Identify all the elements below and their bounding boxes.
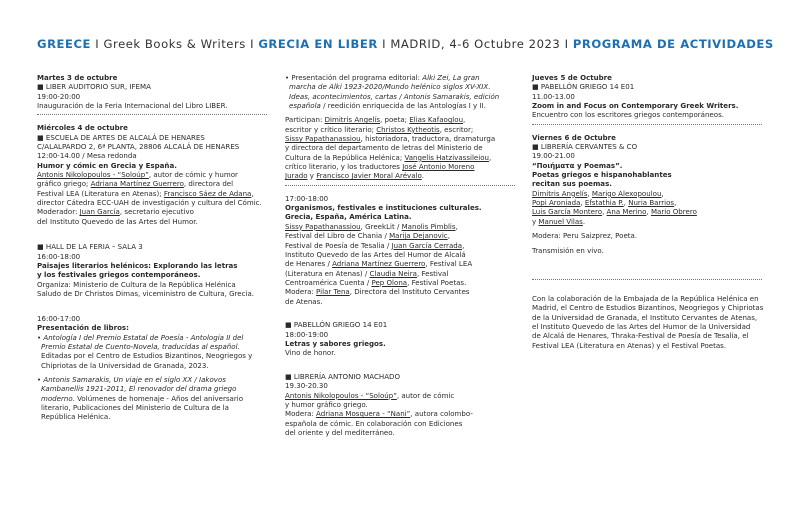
book-line: literario, Publicaciones del Ministerio de Cultura de la <box>41 402 229 412</box>
person-link[interactable]: Marigo Alexopoulou <box>591 188 662 198</box>
event-line <box>285 162 517 171</box>
time: 19:00-20:00 <box>37 91 81 101</box>
dotted-divider <box>532 279 762 280</box>
time: 16:00-18:00 <box>37 251 81 261</box>
column-middle <box>285 73 517 437</box>
event-line: Encuentro con los escritores griegos contemporáneos. <box>532 110 724 120</box>
day-title-tuesday: Martes 3 de octubre <box>37 73 118 82</box>
event-topic: “Ποιήματα y Poemas”. <box>532 160 623 170</box>
event-line: de Atenas. <box>285 296 323 306</box>
person-link[interactable]: Pep Olona <box>371 277 408 287</box>
person-link[interactable]: Popi Aroniada <box>532 198 581 208</box>
venue-address: C/ALALPARDO 2, 6ª PLANTA, 28806 ALCALÁ DE HENARES <box>37 142 240 152</box>
text: , poeta; <box>380 115 410 125</box>
text: , autora colombo- <box>410 409 473 419</box>
text: • Presentación del programa editorial: <box>285 73 423 82</box>
event-line <box>285 125 517 134</box>
event-line <box>285 134 517 143</box>
event-line <box>532 217 764 226</box>
text: Festival del Libro de Chania / <box>285 231 390 241</box>
header-grecia-en-liber: GRECIA EN LIBER <box>258 37 378 51</box>
text: . <box>421 171 424 181</box>
collab-line: Festival LEA (Literatura en Atenas) y el Festival Poetas. <box>532 340 727 350</box>
person-link[interactable]: Claudia Neira <box>369 268 417 278</box>
text: , <box>463 115 466 125</box>
event-line <box>532 198 764 207</box>
time: 19.30-20.30 <box>285 381 328 391</box>
venue: ■ LIBRERÍA CERVANTES & CO <box>532 142 638 152</box>
person-link[interactable]: Vangelis Hatzivassileiou <box>404 152 489 162</box>
event-line <box>285 73 517 82</box>
event-topic: Letras y sabores griegos. <box>285 338 386 348</box>
event-line: del Instituto Quevedo de las Artes del Humor. <box>37 216 198 226</box>
text: , <box>623 198 629 208</box>
event-line: Organiza: Ministerio de Cultura de la República Helénica <box>37 279 236 289</box>
event-line: y humor gráfico griego. <box>285 399 368 409</box>
event-line: del oriente y del mediterráneo. <box>285 427 395 437</box>
text: , escritor; <box>439 124 474 134</box>
event-line <box>285 409 517 418</box>
text: moderno <box>41 393 73 403</box>
book-line: República Helénica. <box>41 412 111 422</box>
header-madrid-dates: MADRID, 4-6 Octubre 2023 <box>390 37 561 51</box>
event-line <box>37 189 279 198</box>
text: , Directora del Instituto Cervantes <box>349 287 470 297</box>
person-link[interactable]: Ana Merino <box>606 207 647 217</box>
text: , Festival LEA <box>425 259 473 269</box>
text: , <box>455 221 458 231</box>
column-left <box>37 73 279 422</box>
event-line: española de cómic. En colaboración con Ediciones <box>285 418 463 428</box>
person-link[interactable]: Pilar Tena <box>316 287 350 297</box>
person-link[interactable]: Sissy Papathanassiou <box>285 221 361 231</box>
person-link[interactable]: Efstathia P. <box>584 198 624 208</box>
text: , <box>489 152 492 162</box>
page-header <box>37 37 774 51</box>
person-link[interactable]: Christos Kytheotis <box>376 124 440 134</box>
text: Modera: <box>285 409 317 419</box>
collab-line: Madrid, el Centro de Estudios Bizantinos, Neogriegos y Chipriotas <box>532 303 764 313</box>
person-link[interactable]: Luis García Montero <box>532 207 603 217</box>
time: 18:00-19:00 <box>285 329 329 339</box>
text: / reedición enriquecida de las Antologías I y II. <box>320 101 486 111</box>
event-line: y directora del departamento de letras del Ministerio de <box>285 143 483 153</box>
event-line <box>285 115 517 124</box>
time: 17:00-18:00 <box>285 193 329 203</box>
event-topic: y los festivales griegos contemporáneos. <box>37 270 201 280</box>
text: crítico literario, y los traductores <box>285 162 403 172</box>
event-line: marcha de Alki 1923-2020/Mundo helénico siglos XV-XIX. <box>289 82 491 92</box>
event-line <box>285 269 517 278</box>
event-line <box>532 189 764 198</box>
text: gráfico griego; <box>37 179 91 189</box>
person-link[interactable]: Dimitris Angelís <box>324 115 380 125</box>
text: , <box>602 207 607 217</box>
text: española <box>289 101 321 111</box>
text: y <box>532 216 539 226</box>
collab-line: de Alcalá de Henares, Thraka-Festival de Poesía de Tesalia, el <box>532 331 749 341</box>
header-sep: I <box>377 37 391 51</box>
text: , autor de cómic y humor <box>148 170 238 180</box>
text: escritor y crítico literario; <box>285 124 377 134</box>
person-link[interactable]: Elias Kafaoglou <box>409 115 464 125</box>
text: de Henares / <box>285 259 333 269</box>
text: , historiadora, traductora, dramaturga <box>360 134 496 144</box>
collab-line: Con la colaboración de la Embajada de la República Helénica en <box>532 293 759 303</box>
collab-line: el Instituto Quevedo de las Artes del Humor de la Universidad <box>532 321 751 331</box>
text: Modera: <box>285 287 317 297</box>
book-line: • Antonis Samarakis, Un viaje en el siglo XX / Iakovos <box>37 374 226 384</box>
event-line <box>285 153 517 162</box>
person-link[interactable]: Francisco Javier Moral Arévalo <box>316 171 422 181</box>
event-line <box>532 207 764 216</box>
live-note: Transmisión en vivo. <box>532 245 604 255</box>
event-line <box>285 278 517 287</box>
text: , <box>462 240 465 250</box>
event-topic: Poetas griegos e hispanohablantes <box>532 170 672 180</box>
person-link[interactable]: Antonis Nikolopoulos - “Soloúp” <box>37 170 149 180</box>
event-line <box>285 101 517 110</box>
person-link[interactable]: Adriana Martínez Guerrero <box>332 259 426 269</box>
text: Festival LEA (Literatura en Atenas); <box>37 188 164 198</box>
event-topic: Humor y cómic en Grecia y España. <box>37 160 177 170</box>
person-link[interactable]: Mario Obrero <box>650 207 697 217</box>
time: 16:00-17:00 <box>37 313 81 323</box>
person-link[interactable]: Nuria Barrios <box>628 198 675 208</box>
venue: ■ ESCUELA DE ARTES DE ALCALÁ DE HENARES <box>37 132 205 142</box>
time: 19.00-21.00 <box>532 151 575 161</box>
person-link[interactable]: Juan García Cerrada <box>391 240 463 250</box>
event-line <box>37 170 279 179</box>
person-link[interactable]: Juan García <box>79 207 120 217</box>
person-link[interactable]: Jurado <box>285 171 308 181</box>
person-link[interactable]: Manolis Pimblis <box>401 221 456 231</box>
book-line <box>37 394 279 403</box>
event-line <box>285 287 517 296</box>
event-line: director Cátedra ECC-UAH de investigación y cultura del Cómic. <box>37 198 262 208</box>
event-desc: Inauguración de la Feria Internacional del Libro LIBER. <box>37 101 228 111</box>
person-link[interactable]: Francisco Sáez de Adana <box>163 188 252 198</box>
text: Moderador: <box>37 207 80 217</box>
day-title-friday: Viernes 6 de Octubre <box>532 132 616 142</box>
text: . Volúmenes de homenaje - Años del aniversario <box>72 393 244 403</box>
event-topic: Grecia, España, América Latina. <box>285 212 412 222</box>
venue: ■ PABELLÓN GRIEGO 14 E01 <box>285 320 388 330</box>
text: Cultura de la República Helénica; <box>285 152 405 162</box>
dotted-divider <box>285 185 515 186</box>
event-line <box>37 179 279 188</box>
event-line <box>285 259 517 268</box>
header-sep: I <box>91 37 104 51</box>
person-link[interactable]: Dimitris Angelís <box>532 188 588 198</box>
venue: ■ LIBRERÍA ANTONIO MACHADO <box>285 371 400 381</box>
collab-line: de la Universidad de Granada, el Instituto Cervantes de Atenas, <box>532 312 758 322</box>
text: , directora del <box>183 179 234 189</box>
person-link[interactable]: Adriana Mosquera - “Nani” <box>316 409 411 419</box>
event-line: Instituto Quevedo de las Artes del Humor de Alcalá <box>285 249 466 259</box>
text: , autor de cómic <box>396 390 455 400</box>
venue: ■ LIBER AUDITORIO SUR, IFEMA <box>37 82 151 92</box>
text: , Festival Poetas. <box>407 277 467 287</box>
text: Participan: <box>285 115 325 125</box>
column-right <box>532 73 764 350</box>
day-title-thursday: Jueves 5 de Octubre <box>532 73 612 82</box>
header-programa: PROGRAMA DE ACTIVIDADES <box>572 37 774 51</box>
event-topic: Paisajes literarios helénicos: Explorando las letras <box>37 261 238 271</box>
venue: ■ HALL DE LA FERIA – SALA 3 <box>37 242 143 252</box>
book-line: • Antología I del Premio Estatal de Poesía - Antología II del <box>37 332 244 342</box>
event-line <box>37 207 279 216</box>
person-link[interactable]: Antonis Nikolopoulos - “Soloúp” <box>285 390 397 400</box>
dotted-divider <box>532 124 762 125</box>
dotted-divider <box>37 114 267 115</box>
header-greek-books: Greek Books & Writers <box>103 37 246 51</box>
header-sep: I <box>560 37 573 51</box>
event-topic: recitan sus poemas. <box>532 179 612 189</box>
person-link[interactable]: Sissy Papathanassiou <box>285 134 361 144</box>
text: Festival de Poesía de Tesalia / <box>285 240 392 250</box>
time: 12:00-14.00 / Mesa redonda <box>37 151 137 161</box>
text: Alki Zei, La gran <box>422 73 480 82</box>
text: , <box>587 188 592 198</box>
book-line: Kambanellis 1921-2011, El renovador del drama griego <box>41 384 237 394</box>
text: , <box>447 231 450 241</box>
moderator: Modera: Peru Saizprez, Poeta. <box>532 231 638 241</box>
event-line: Ideas, acontecimientos, cartas / Antonis Samarakis, edición <box>289 91 500 101</box>
person-link[interactable]: Manuel Vilas <box>538 216 583 226</box>
venue: ■ PABELLÓN GRIEGO 14 E01 <box>532 82 635 92</box>
text: y <box>307 171 317 181</box>
text: , <box>580 198 585 208</box>
text: Centroamérica Cuenta / <box>285 277 372 287</box>
text: , <box>646 207 651 217</box>
text: . <box>582 216 586 226</box>
text: , Festival <box>416 268 449 278</box>
event-line <box>285 231 517 240</box>
day-title-wednesday: Miércoles 4 de octubre <box>37 123 128 133</box>
event-line: Vino de honor. <box>285 348 336 358</box>
text: , <box>251 188 254 198</box>
book-line: Chipriotas de la Universidad de Granada, 2023. <box>41 360 209 370</box>
book-line: Premio Estatal de Cuento-Novela, traducidas al español. <box>41 341 240 351</box>
event-topic: Organismos, festivales e instituciones culturales. <box>285 203 482 213</box>
text: , <box>661 188 664 198</box>
header-greece: GREECE <box>37 37 92 51</box>
person-link[interactable]: José Antonio Moreno <box>402 162 475 172</box>
event-line <box>285 241 517 250</box>
person-link[interactable]: Marija Dejanovic <box>389 231 448 241</box>
event-topic: Zoom in and Focus on Contemporary Greek Writers. <box>532 101 739 111</box>
text: , GreekLit / <box>360 221 402 231</box>
person-link[interactable]: Adriana Martínez Guerrero <box>90 179 184 189</box>
text: , <box>674 198 677 208</box>
text: , secretario ejecutivo <box>119 207 194 217</box>
time: 11.00-13.00 <box>532 91 575 101</box>
event-line: Saludo de Dr Christos Dimas, viceministro de Cultura, Grecia. <box>37 289 255 299</box>
text: (Literatura en Atenas) / <box>285 268 370 278</box>
event-line <box>285 171 517 180</box>
header-sep: I <box>245 37 259 51</box>
event-topic: Presentación de libros: <box>37 323 129 333</box>
event-line <box>285 391 517 400</box>
event-line <box>285 222 517 231</box>
book-line: Editadas por el Centro de Estudios Bizantinos, Neogriegos y <box>41 351 253 361</box>
